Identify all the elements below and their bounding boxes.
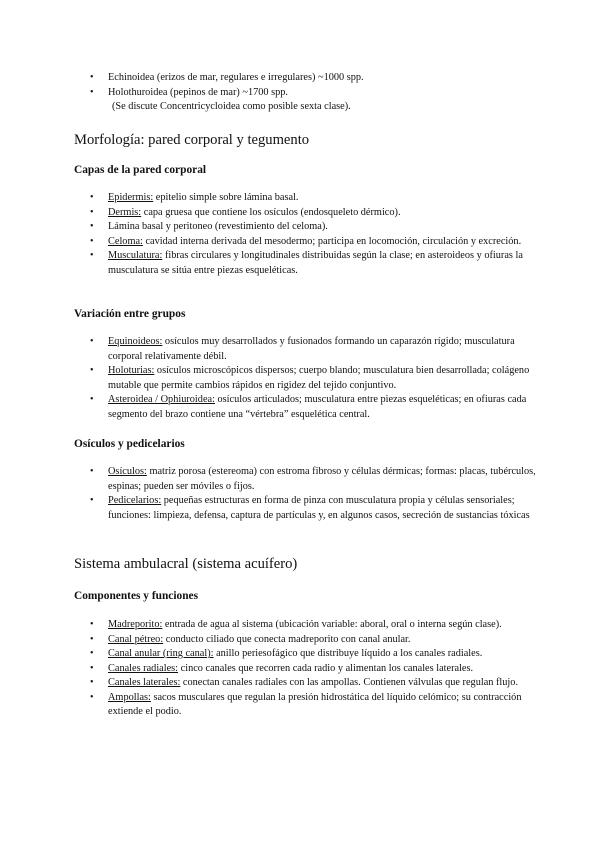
list-item: • Echinoidea (erizos de mar, regulares e irregulares) ~1000 spp.: [74, 71, 544, 86]
term: Ampollas:: [108, 691, 151, 703]
term: Epidermis:: [108, 192, 154, 203]
capas-list: [0, 191, 600, 278]
term: Celoma:: [108, 235, 143, 247]
section-title-morfologia: Morfología: pared corporal y tegumento: [74, 132, 310, 148]
subsection-title-variacion: Variación entre grupos: [74, 308, 186, 320]
term: Osículos:: [108, 466, 147, 477]
section-title-ambulacral: Sistema ambulacral (sistema acuífero): [74, 556, 298, 572]
subsection-title-osiculos: Osículos y pedicelarios: [74, 438, 185, 450]
list-item: • Ampollas: sacos musculares que regulan la presión hidrostática del líquido celómico; su contracción extiende el podio.: [74, 691, 544, 720]
list-item: • Musculatura: fibras circulares y longitudinales distribuidas según la clase; en asteroideos y ofiuras la musculatura se sitúa entre piezas esqueléticas.: [74, 249, 544, 278]
list-item: • Osículos: matriz porosa (estereoma) con estroma fibroso y células dérmicas; formas: placas, tubérculos, espinas; pueden ser móviles o fijos.: [74, 465, 544, 494]
capas-block: [0, 191, 600, 278]
list-item: • Lámina basal y peritoneo (revestimiento del celoma).: [74, 220, 544, 235]
componentes-block: [0, 618, 600, 720]
list-item: • Canales laterales: conectan canales radiales con las ampollas. Contienen válvulas que regulan flujo.: [74, 676, 544, 691]
term: Canal pétreo:: [108, 633, 164, 645]
term: Equinoideos:: [108, 336, 163, 347]
term: Musculatura:: [108, 250, 163, 261]
intro-block: [0, 71, 600, 115]
componentes-list: [0, 618, 600, 720]
list-item: • Pedicelarios: pequeñas estructuras en forma de pinza con musculatura propia y células sensoriales; funciones: limpieza, defensa, captura de partículas y, en algunos casos, secreción de sustancias tóxicas: [74, 494, 544, 523]
list-item: • Holoturias: osículos microscópicos dispersos; cuerpo blando; musculatura bien desarrollada; colágeno mutable que permite cambios rápidos en rigidez del tejido conjuntivo.: [74, 364, 544, 393]
list-item: • Celoma: cavidad interna derivada del mesodermo; participa en locomoción, circulación y excreción.: [74, 235, 544, 250]
term: Canales laterales:: [108, 677, 181, 688]
term: Madreporito:: [108, 619, 163, 630]
list-item: • Epidermis: epitelio simple sobre lámina basal.: [74, 191, 544, 206]
term: Pedicelarios:: [108, 495, 162, 506]
list-item: • Canal pétreo: conducto ciliado que conecta madreporito con canal anular.: [74, 633, 544, 648]
intro-list: [0, 71, 600, 100]
list-item: • Equinoideos: osículos muy desarrollados y fusionados formando un caparazón rígido; musculatura corporal relativamente débil.: [74, 335, 544, 364]
subsection-title-capas: Capas de la pared corporal: [74, 164, 207, 176]
term: Holoturias:: [108, 365, 155, 376]
term: Dermis:: [108, 206, 142, 218]
list-item: • Canales radiales: cinco canales que recorren cada radio y alimentan los canales laterales.: [74, 662, 544, 677]
list-item: • Asteroidea / Ophiuroidea: osículos articulados; musculatura entre piezas esqueléticas; en ofiuras cada segmento del brazo contiene una “vértebra” esquelética central.: [74, 393, 544, 422]
osiculos-block: [0, 465, 600, 523]
list-item: • Canal anular (ring canal): anillo periesofágico que distribuye líquido a los canales radiales.: [74, 647, 544, 662]
variacion-list: [0, 335, 600, 422]
list-item: • Holothuroidea (pepinos de mar) ~1700 spp.: [74, 86, 544, 101]
term: Canal anular (ring canal):: [108, 648, 214, 659]
intro-note: (Se discute Concentricycloidea como posible sexta clase).: [112, 101, 351, 112]
term: Asteroidea / Ophiuroidea:: [108, 394, 215, 405]
term: Canales radiales:: [108, 662, 179, 674]
list-item: • Dermis: capa gruesa que contiene los osículos (endosqueleto dérmico).: [74, 206, 544, 221]
subsection-title-componentes: Componentes y funciones: [74, 590, 199, 602]
osiculos-list: [0, 465, 600, 523]
variacion-block: [0, 335, 600, 422]
list-item: • Madreporito: entrada de agua al sistema (ubicación variable: aboral, oral o interna según clase).: [74, 618, 544, 633]
